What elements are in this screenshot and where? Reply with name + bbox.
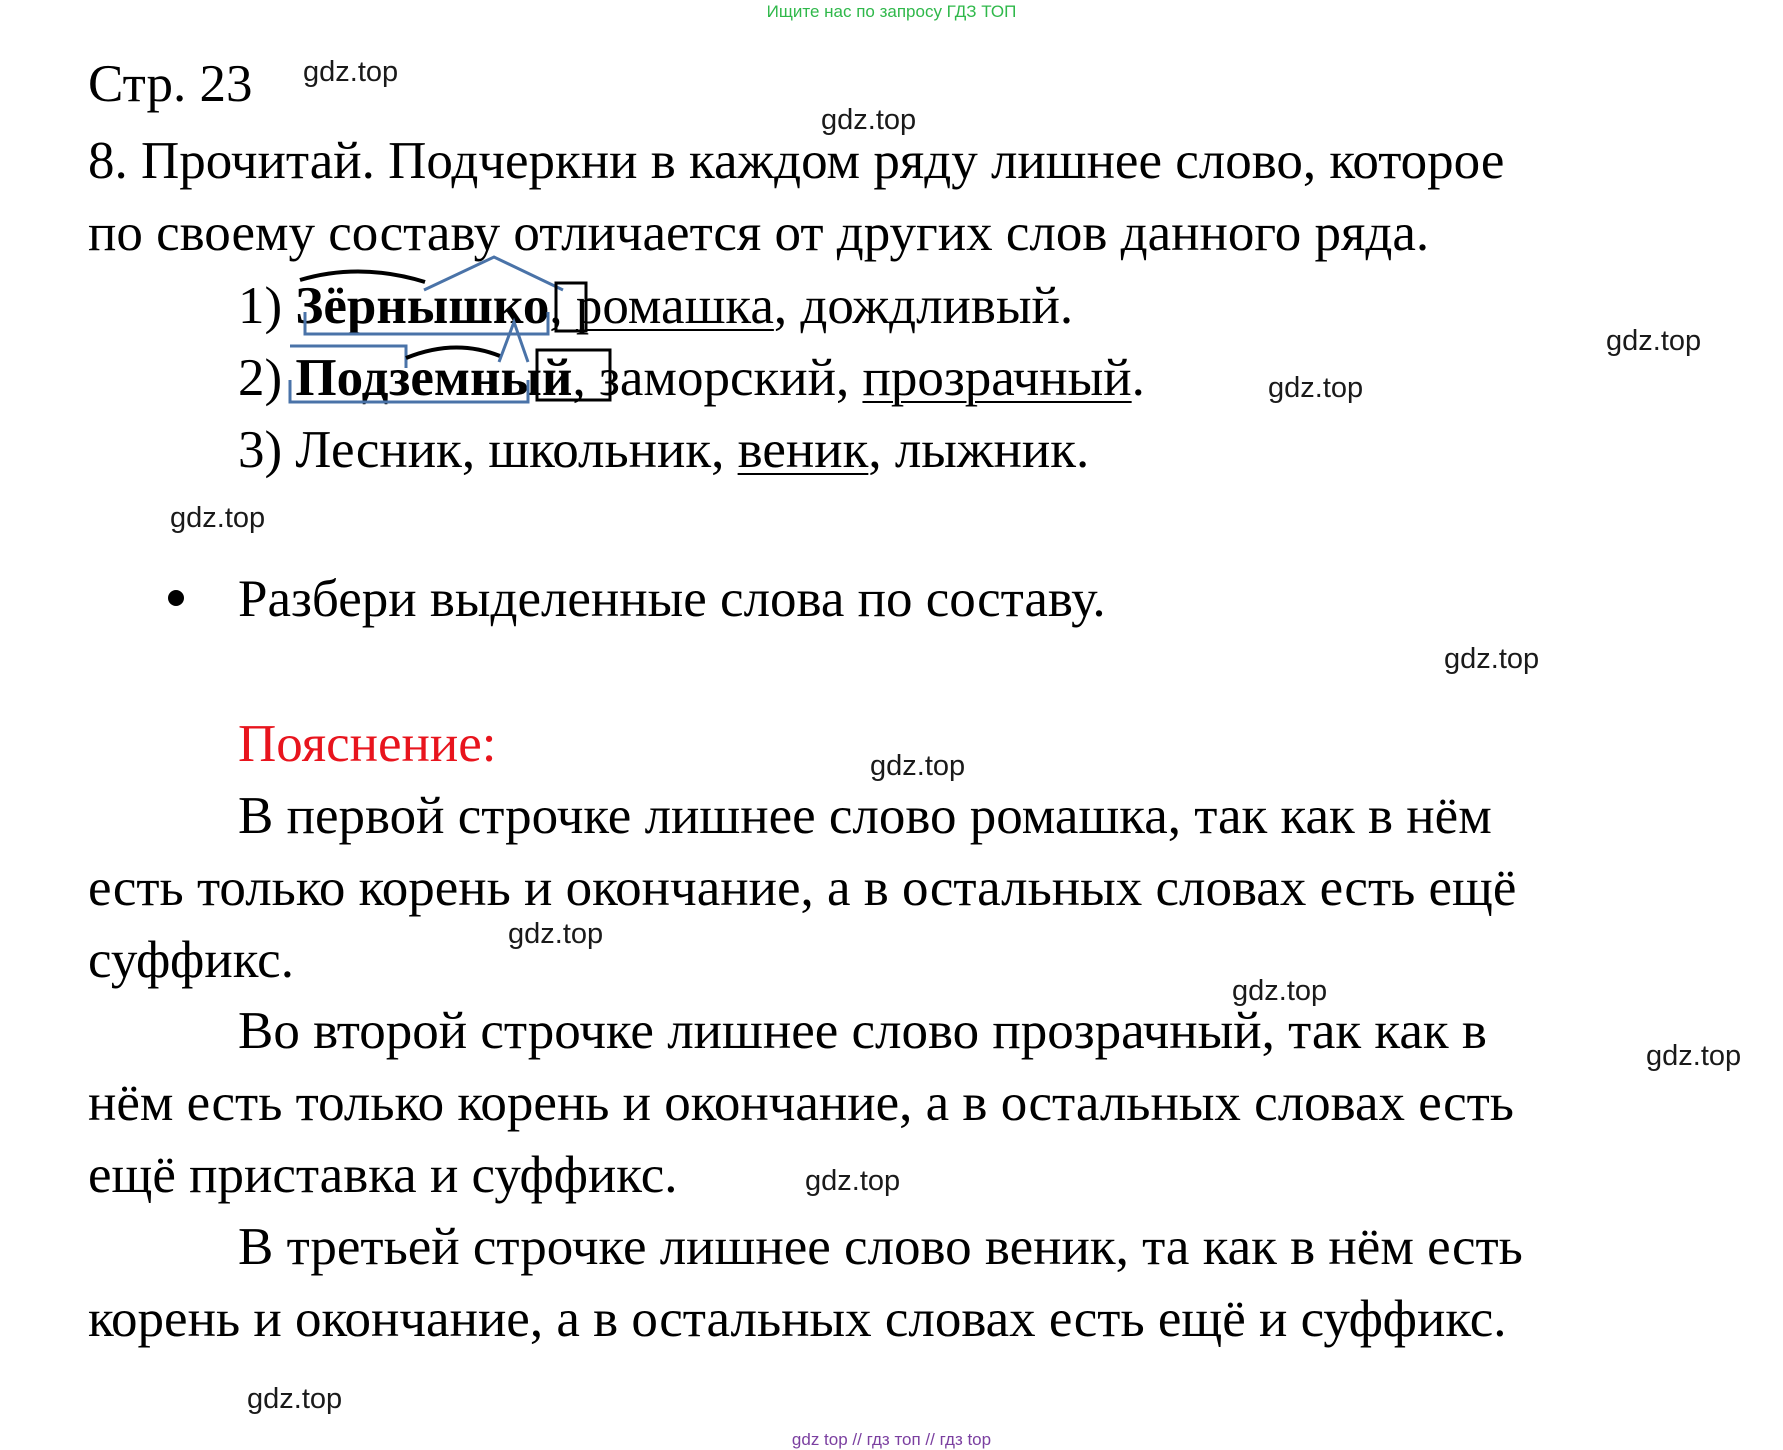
page-reference: Стр. 23 (88, 55, 253, 113)
root-arc-mark (406, 347, 500, 358)
suffix-mark (499, 322, 528, 362)
prefix-mark (290, 346, 406, 368)
separator: , (549, 277, 576, 335)
task-text-line-1: 8. Прочитай. Подчеркни в каждом ряду лишнее слово, которое (88, 132, 1505, 190)
underlined-odd-word: веник (737, 421, 869, 479)
row-start: Лесник, школьник, (295, 421, 738, 479)
bullet-instruction: Разбери выделенные слова по составу. (238, 570, 1106, 628)
watermark: gdz.top (870, 750, 966, 782)
row-middle: , заморский, (572, 349, 863, 407)
row-number: 1) (238, 277, 296, 335)
watermark: gdz.top (170, 502, 266, 534)
bold-word: Зёрнышко (295, 277, 550, 335)
explanation-line: В первой строчке лишнее слово ромашка, так как в нём (238, 787, 1492, 845)
watermark: gdz.top (1646, 1040, 1742, 1072)
explanation-line: В третьей строчке лишнее слово веник, та как в нём есть (238, 1218, 1523, 1276)
row-rest: . (1131, 349, 1145, 407)
row-number: 3) (238, 421, 296, 479)
watermark: gdz.top (508, 918, 604, 950)
root-arc-mark (300, 271, 425, 282)
watermark: gdz.top (1444, 643, 1540, 675)
watermark: gdz.top (303, 56, 399, 88)
watermark: gdz.top (247, 1383, 343, 1415)
watermark: gdz.top (805, 1165, 901, 1197)
watermark: gdz.top (1606, 325, 1702, 357)
row-number: 2) (238, 349, 296, 407)
row-rest: , дождливый. (773, 277, 1074, 335)
watermark: gdz.top (821, 104, 917, 136)
explanation-line: Во второй строчке лишнее слово прозрачный, так как в (238, 1002, 1487, 1060)
suffix-mark (424, 257, 563, 290)
base-bracket-mark (290, 380, 528, 402)
bullet-dot (168, 590, 184, 606)
underlined-odd-word: ромашка (575, 277, 774, 335)
explanation-line: нём есть только корень и окончание, а в остальных словах есть (88, 1074, 1514, 1132)
watermark: gdz.top (1232, 975, 1328, 1007)
row-rest: , лыжник. (868, 421, 1090, 479)
explanation-line: есть только корень и окончание, а в остальных словах есть ещё (88, 859, 1517, 917)
watermark: gdz.top (1268, 372, 1364, 404)
ending-box-mark (537, 350, 610, 400)
explanation-heading: Пояснение: (238, 715, 497, 773)
explanation-line: корень и окончание, а в остальных словах есть ещё и суффикс. (88, 1290, 1507, 1348)
underlined-odd-word: прозрачный (862, 349, 1132, 407)
bottom-banner: gdz top // гдз топ // гдз top (791, 1430, 992, 1449)
bold-word: Подземный (295, 349, 573, 407)
explanation-line: ещё приставка и суффикс. (88, 1146, 678, 1204)
task-text-line-2: по своему составу отличается от других слов данного ряда. (88, 204, 1430, 262)
top-search-banner: Ищите нас по запросу ГДЗ ТОП (766, 2, 1017, 21)
explanation-line: суффикс. (88, 931, 294, 989)
